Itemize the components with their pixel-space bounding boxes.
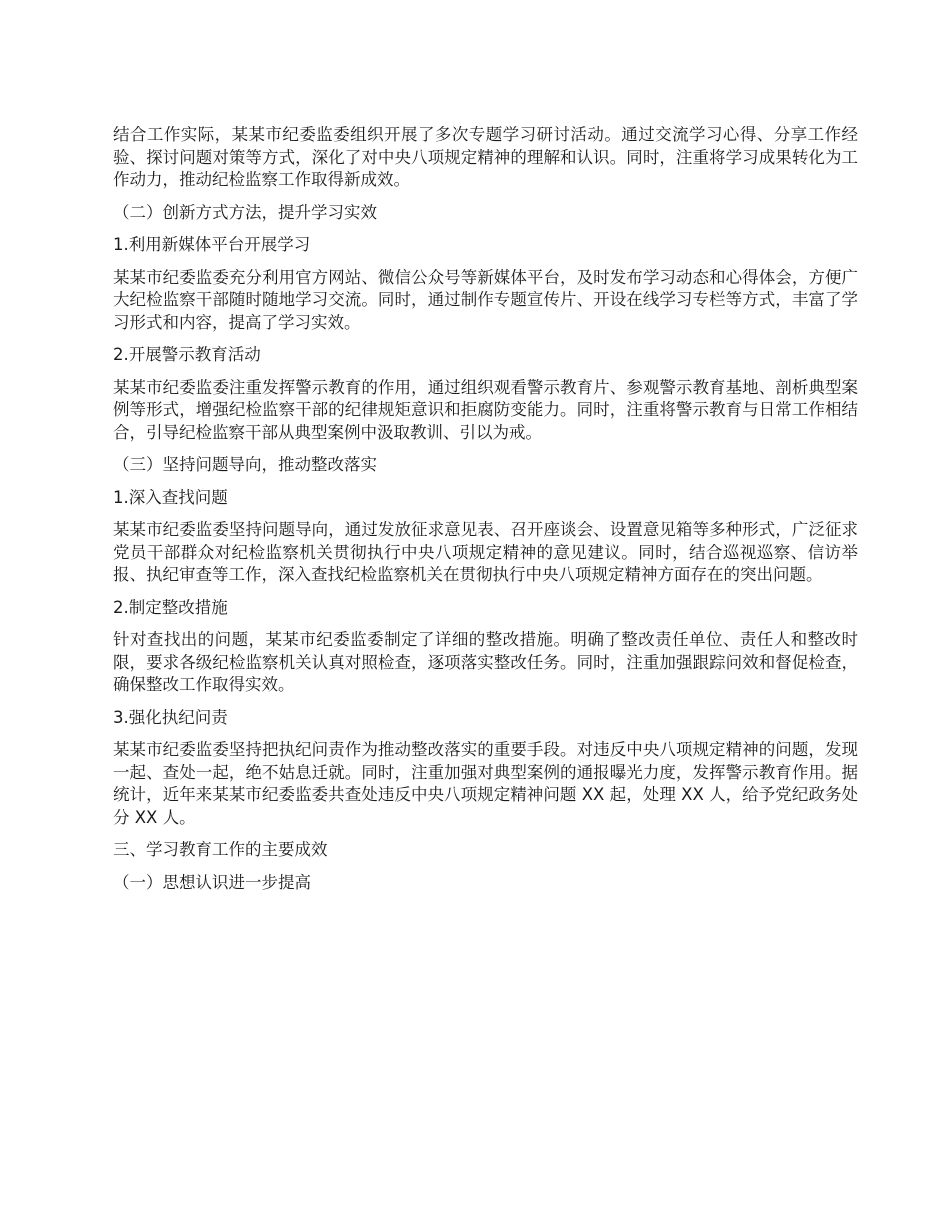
paragraph-warning-education: 某某市纪委监委注重发挥警示教育的作用，通过组织观看警示教育片、参观警示教育基地、剖析典型案例等形式，增强纪检监察干部的纪律规矩意识和拒腐防变能力。同时，注重将警示教育与日常工作相结合，引导纪检监察干部从典型案例中汲取教训、引以为戒。 (113, 377, 858, 442)
section-heading-awareness-improved: （一）思想认识进一步提高 (113, 872, 311, 892)
document-page (113, 124, 858, 904)
section-heading-innovate-methods: （二）创新方式方法，提升学习实效 (113, 202, 377, 222)
subheading-accountability: 3.强化执纪问责 (113, 707, 228, 727)
subheading-rectification-measures: 2.制定整改措施 (113, 597, 228, 617)
paragraph-find-problems: 某某市纪委监委坚持问题导向，通过发放征求意见表、召开座谈会、设置意见箱等多种形式，广泛征求党员干部群众对纪检监察机关贯彻执行中央八项规定精神的意见建议。同时，结合巡视巡察、信访举报、执纪审查等工作，深入查找纪检监察机关在贯彻执行中央八项规定精神方面存在的突出问题。 (113, 520, 858, 584)
subheading-warning-education: 2.开展警示教育活动 (113, 345, 261, 364)
paragraph-rectification-measures: 针对查找出的问题，某某市纪委监委制定了详细的整改措施。明确了整改责任单位、责任人和整改时限，要求各级纪检监察机关认真对照检查，逐项落实整改任务。同时，注重加强跟踪问效和督促检查，确保整改工作取得实效。 (113, 630, 858, 694)
paragraph-new-media: 某某市纪委监委充分利用官方网站、微信公众号等新媒体平台，及时发布学习动态和心得体会，方便广大纪检监察干部随时随地学习交流。同时，通过制作专题宣传片、开设在线学习专栏等方式，丰富了学习形式和内容，提高了学习实效。 (113, 267, 858, 332)
paragraph-study-seminars: 结合工作实际，某某市纪委监委组织开展了多次专题学习研讨活动。通过交流学习心得、分享工作经验、探讨问题对策等方式，深化了对中央八项规定精神的理解和认识。同时，注重将学习成果转化为工作动力，推动纪检监察工作取得新成效。 (113, 125, 858, 189)
paragraph-accountability: 某某市纪委监委坚持把执纪问责作为推动整改落实的重要手段。对违反中央八项规定精神的问题，发现一起、查处一起，绝不姑息迁就。同时，注重加强对典型案例的通报曝光力度，发挥警示教育作用。据统计，近年来某某市纪委监委共查处违反中央八项规定精神问题 XX 起，处理 XX 人，给予党纪政务处分 XX 人。 (113, 740, 858, 827)
chapter-heading-main-results: 三、学习教育工作的主要成效 (113, 840, 328, 859)
subheading-find-problems: 1.深入查找问题 (113, 487, 228, 507)
subheading-new-media: 1.利用新媒体平台开展学习 (113, 235, 311, 254)
section-heading-problem-oriented: （三）坚持问题导向，推动整改落实 (113, 455, 377, 474)
